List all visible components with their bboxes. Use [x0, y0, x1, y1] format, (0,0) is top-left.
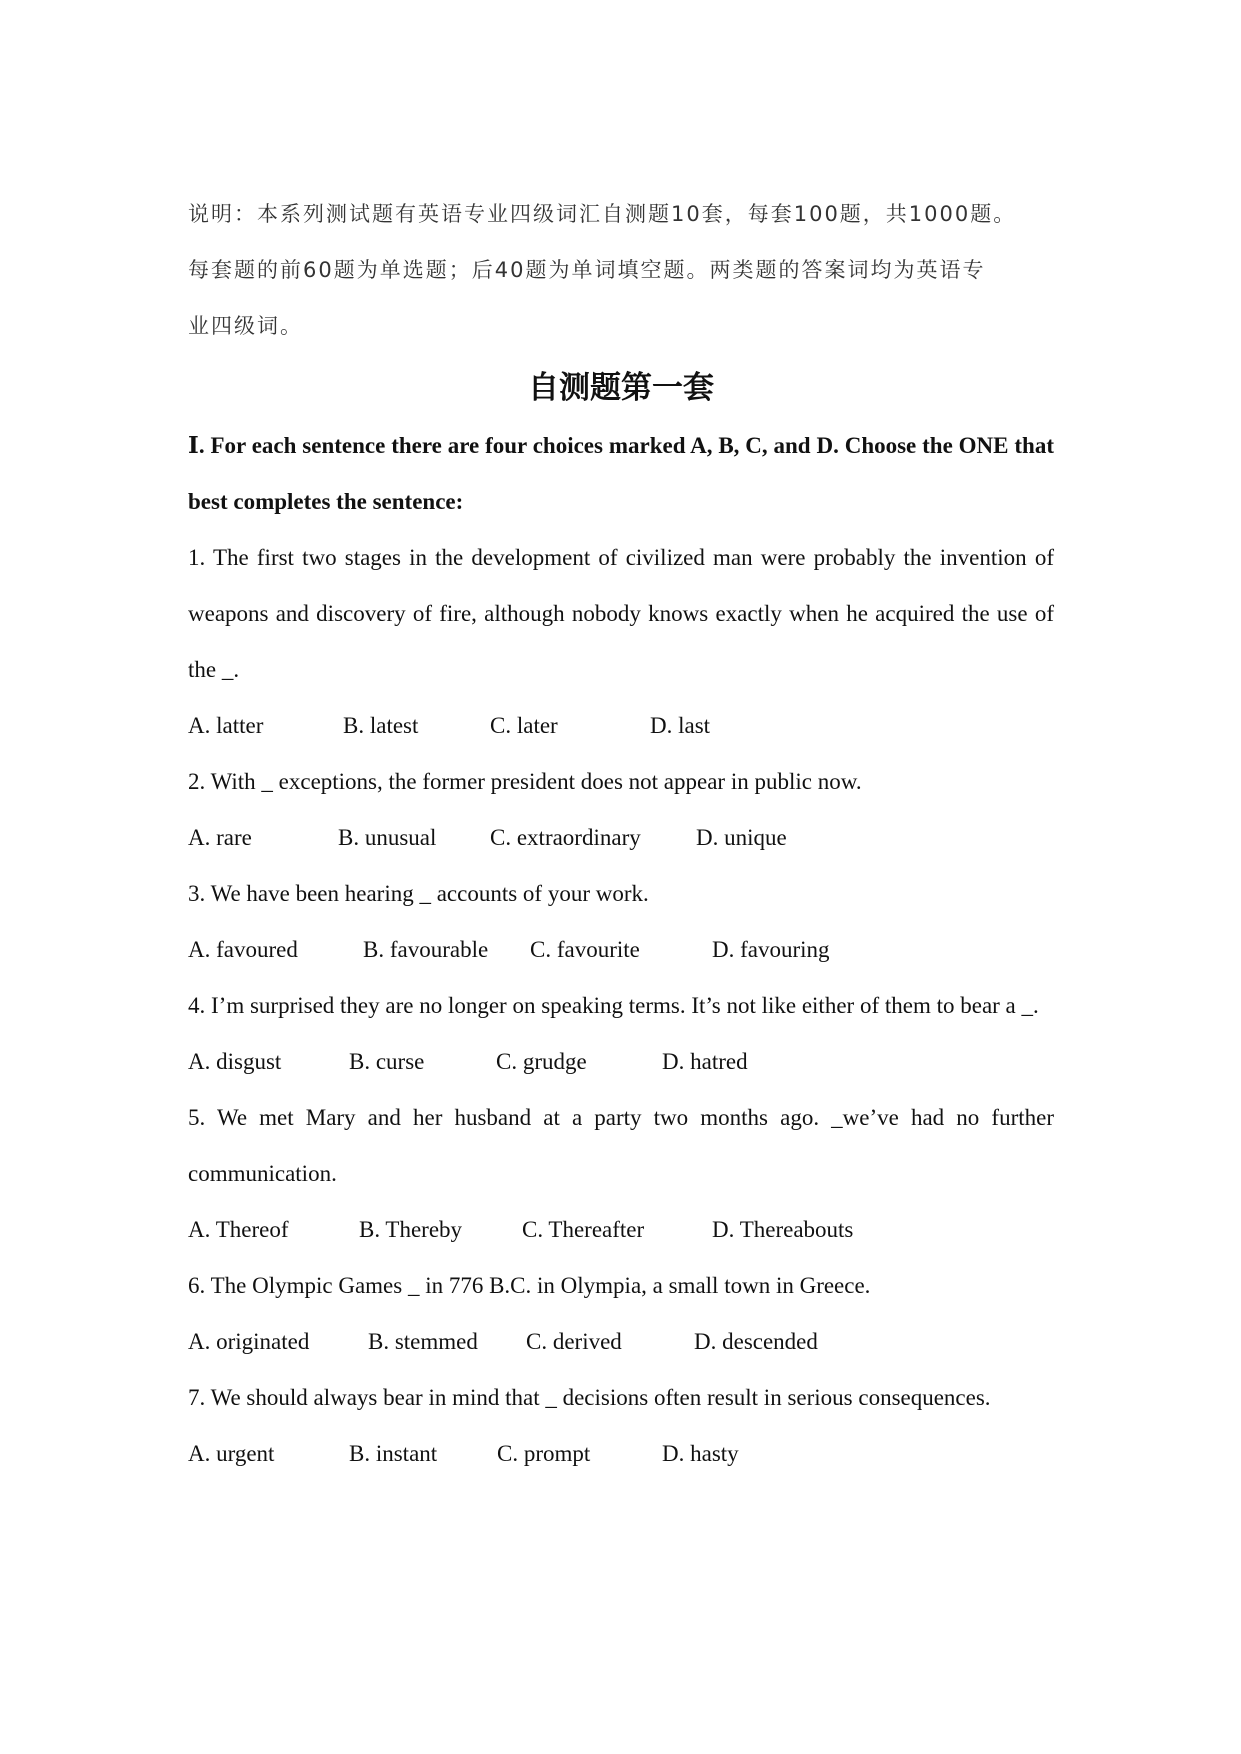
question-5-text: 5. We met Mary and her husband at a party two months ago. _we’ve had no further communication.: [188, 1105, 1054, 1186]
option-d: D. descended: [694, 1329, 818, 1354]
question-3-text: 3. We have been hearing _ accounts of your work.: [188, 881, 649, 906]
question-1-options: [188, 698, 1054, 754]
option-a: A. latter: [188, 713, 264, 738]
question-3-options: [188, 922, 1054, 978]
option-b: B. stemmed: [368, 1329, 478, 1354]
question-5-options: [188, 1202, 1054, 1258]
question-4-options: [188, 1034, 1054, 1090]
question-1-text: 1. The first two stages in the development of civilized man were probably the invention of weapons and discovery of fire, although nobody knows exactly when he acquired the use of the _.: [188, 545, 1054, 682]
option-a: A. rare: [188, 825, 252, 850]
option-d: D. Thereabouts: [712, 1217, 854, 1242]
option-c: C. prompt: [497, 1441, 591, 1466]
option-c: C. grudge: [496, 1049, 587, 1074]
option-b: B. curse: [349, 1049, 425, 1074]
option-c: C. extraordinary: [490, 825, 641, 850]
option-a: A. urgent: [188, 1441, 275, 1466]
option-a: A. disgust: [188, 1049, 282, 1074]
option-c: C. later: [490, 713, 558, 738]
option-a: A. favoured: [188, 937, 298, 962]
question-2-options: [188, 810, 1054, 866]
question-7-text: 7. We should always bear in mind that _ decisions often result in serious consequences.: [188, 1385, 991, 1410]
page-title: 自测题第一套: [528, 370, 714, 406]
option-b: B. favourable: [363, 937, 489, 962]
option-c: C. Thereafter: [522, 1217, 645, 1242]
intro-note: [188, 186, 1054, 354]
option-d: D. last: [650, 713, 711, 738]
option-b: B. instant: [349, 1441, 438, 1466]
question-4-text: 4. I’m surprised they are no longer on speaking terms. It’s not like either of them to bear a _.: [188, 993, 1039, 1018]
section-instruction: Ⅰ. For each sentence there are four choices marked A, B, C, and D. Choose the ONE that best completes the sentence:: [188, 433, 1054, 514]
option-d: D. hasty: [662, 1441, 739, 1466]
option-c: C. derived: [526, 1329, 622, 1354]
intro-line: 业四级词。: [188, 314, 303, 338]
option-d: D. favouring: [712, 937, 830, 962]
option-a: A. originated: [188, 1329, 310, 1354]
option-d: D. unique: [696, 825, 787, 850]
intro-line: 说明：本系列测试题有英语专业四级词汇自测题10套，每套100题，共1000题。: [188, 202, 1017, 226]
option-b: B. Thereby: [359, 1217, 463, 1242]
question-6-text: 6. The Olympic Games _ in 776 B.C. in Olympia, a small town in Greece.: [188, 1273, 871, 1298]
option-d: D. hatred: [662, 1049, 748, 1074]
option-b: B. latest: [343, 713, 419, 738]
intro-line: 每套题的前60题为单选题；后40题为单词填空题。两类题的答案词均为英语专: [188, 258, 986, 282]
question-6-options: [188, 1314, 1054, 1370]
option-c: C. favourite: [530, 937, 640, 962]
question-7-options: [188, 1426, 1054, 1482]
option-a: A. Thereof: [188, 1217, 289, 1242]
option-b: B. unusual: [338, 825, 437, 850]
document-page: [188, 186, 1054, 1482]
question-2-text: 2. With _ exceptions, the former president does not appear in public now.: [188, 769, 862, 794]
